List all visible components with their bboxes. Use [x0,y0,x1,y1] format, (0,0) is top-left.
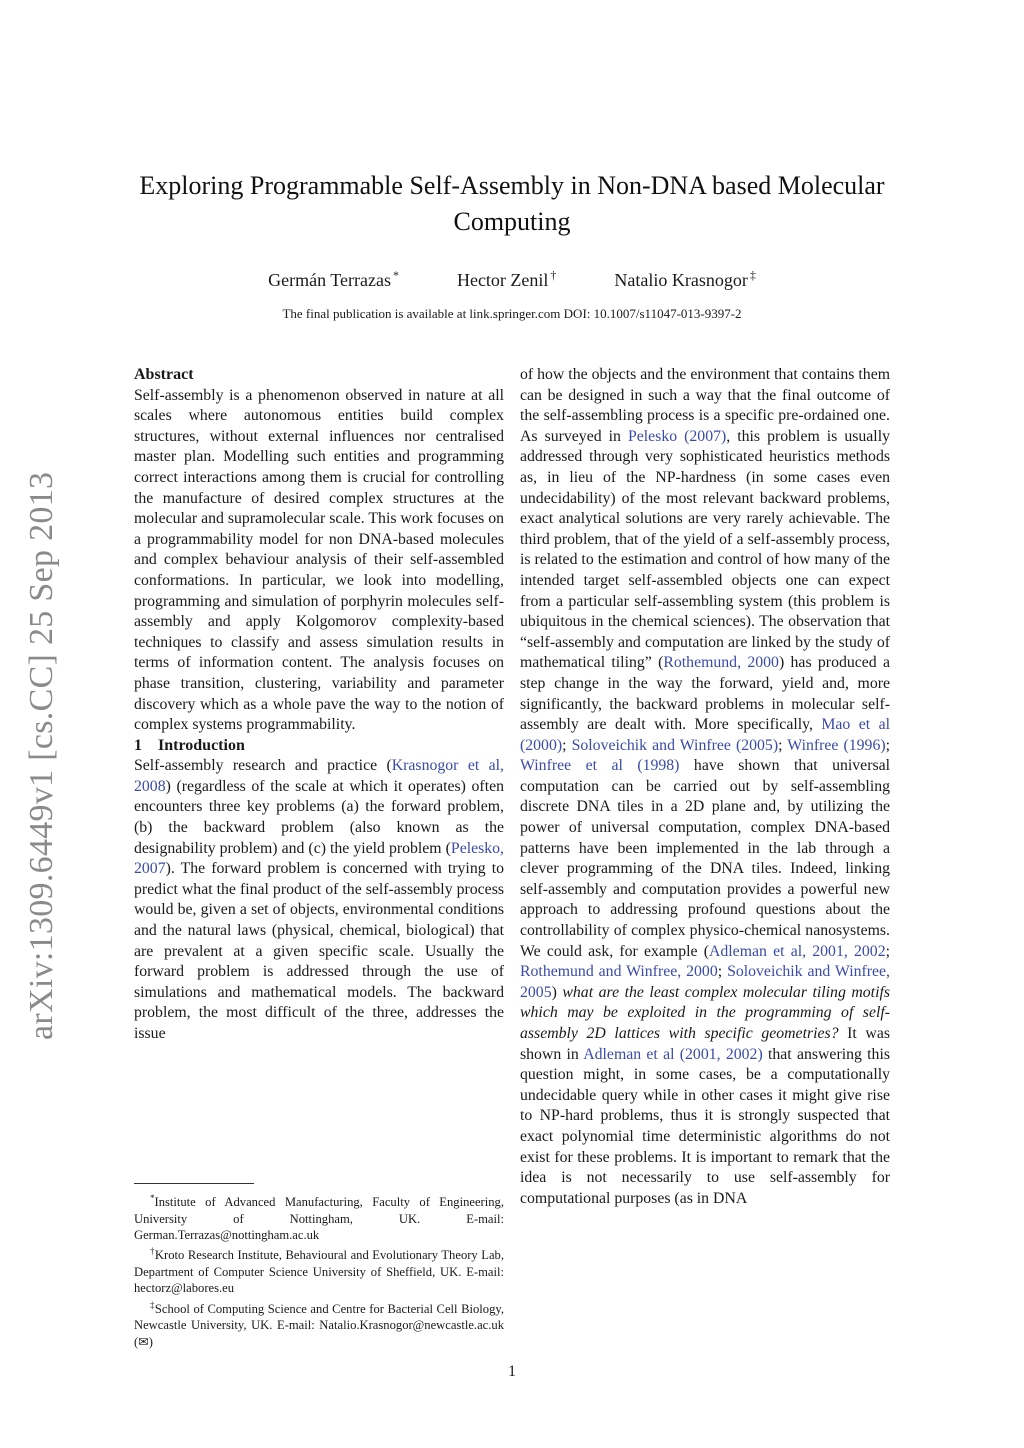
citation-link[interactable]: Soloveichik and Winfree (2005) [571,736,779,754]
author-list [130,263,894,292]
citation-link[interactable]: Rothemund and Winfree, 2000 [520,963,718,981]
author: Hector Zenil † [456,268,557,290]
author: Germán Terrazas * [268,268,399,290]
publication-note: The final publication is available at link.springer.com DOI: 10.1007/s11047-013-9397-2 [282,306,742,321]
footnote-divider [134,1183,254,1184]
left-column [134,365,504,1045]
footnote: *Institute of Advanced Manufacturing, Faculty of Engineering, University of Nottingham, UK. E-mail: German.Terrazas@nottingham.ac.uk [134,1193,504,1242]
page-number: 1 [508,1363,516,1380]
author: Natalio Krasnogor ‡ [614,268,756,290]
right-column [520,365,890,1209]
citation-link[interactable]: Adleman et al (2001, 2002) [583,1045,763,1063]
citation-link[interactable]: Adleman et al, 2001, 2002 [708,942,886,960]
footnote: †Kroto Research Institute, Behavioural and Evolutionary Theory Lab, Department of Computer Science University of Sheffield, UK. E-mail: hectorz@labores.eu [134,1246,505,1296]
citation-link[interactable]: Pelesko, 2007 [134,839,504,878]
citation-link[interactable]: Krasnogor et al, 2008 [134,757,504,795]
footnote: ‡School of Computing Science and Centre for Bacterial Cell Biology, Newcastle University, UK. E-mail: Natalio.Krasnogor@newcastle.ac.uk (✉) [134,1299,504,1349]
introduction-paragraph: Self-assembly research and practice (Krasnogor et al, 2008) (regardless of the scale at which it operates) often encounters three key problems (a) the forward problem, (b) the backward problem (also known as the designability problem) and (c) the yield problem (Pelesko, 2007). The forward problem is concerned with trying to predict what the final product of the self-assembly process would be, given a set of objects, environmental conditions and the natural laws (physical, chemical, biological) that are prevalent at a given specific scale. Usually the forward problem is addressed through the use of simulations and mathematical models. The backward problem, the most difficult of the three, addresses the issue [134,757,504,1042]
abstract-text: Self-assembly is a phenomenon observed in nature at all scales where autonomous entities build complex structures, without external influences nor centralised master plan. Modelling such entities and programming correct interactions among them is crucial for controlling the manufacture of desired complex structures at the molecular and supramolecular scale. This work focuses on a programmability model for non DNA-based molecules and complex behaviour analysis of their self-assembled conformations. In particular, we look into modelling, programming and simulation of porphyrin molecules self-assembly and apply Kolgomorov complexity-based techniques to classify and assess simulation results in terms of information content. The analysis focuses on phase transition, clustering, variability and parameter discovery which as a whole pave the way to the notion of complex systems programmability. [134,386,504,734]
citation-link[interactable]: Soloveichik and Winfree, 2005 [520,963,890,1001]
research-question: what are the least complex molecular tiling motifs which may be exploited in the programming of self-assembly 2D lattices with specific geometries? [520,983,890,1042]
footnotes [134,1183,504,1350]
citation-link[interactable]: Winfree (1996) [787,736,886,754]
section-heading-introduction: 1 Introduction [134,736,245,754]
body-paragraph: of how the objects and the environment that contains them can be designed in such a way that the final outcome of the self-assembling process is a specific pre-ordained one. As surveyed in Pelesko (2007), this problem is usually addressed through very sophisticated heuristics methods as, in lieu of the NP-hardness (in some cases even undecidability) of the most relevant backward problems, exact analytical solutions are very rarely achievable. The third problem, that of the yield of a self-assembly process, is related to the estimation and control of how many of the intended target self-assembled objects one can expect from a particular self-assembling system (this problem is ubiquitous in the chemical sciences). The observation that “self-assembly and computation are linked by the study of mathematical tiling” (Rothemund, 2000) has produced a step change in the way the forward, yield and, more significantly, the backward problems in molecular self-assembly are dealt with. More specifically, Mao et al (2000); Soloveichik and Winfree (2005); Winfree (1996); Winfree et al (1998) have shown that universal computation can be carried out by self-assembling discrete DNA tiles in a 2D plane and, by utilizing the power of universal computation, complex DNA-based patterns have been implemented in the lab through a clever programming of the DNA tiles. Indeed, linking self-assembly and computation provides a powerful new approach to addressing profound questions about the controllability of complex physico-chemical nanosystems. We could ask, for example (Adleman et al, 2001, 2002; Rothemund and Winfree, 2000; Soloveichik and Winfree, 2005) what are the least complex molecular tiling motifs which may be exploited in the programming of self-assembly 2D lattices with specific geometries? It was shown in Adleman et al (2001, 2002) that answering this question might, in some cases, be a computationally undecidable query while in other cases it might give rise to NP-hard problems, thus it is strongly suspected that exact polynomial time deterministic algorithms do not exist for these problems. It is important to remark that the idea is not necessarily to use self-assembly for computational purposes (as in DNA [520,366,891,1207]
paper-title: Exploring Programmable Self-Assembly in Non-DNA based Molecular Computing [139,171,885,236]
citation-link[interactable]: Pelesko (2007) [627,427,727,445]
arxiv-stamp: arXiv:1309.6449v1 [cs.CC] 25 Sep 2013 [23,471,60,1040]
citation-link[interactable]: Mao et al (2000) [520,716,891,754]
abstract-heading: Abstract [134,366,194,383]
citation-link[interactable]: Rothemund, 2000 [663,654,779,672]
citation-link[interactable]: Winfree et al (1998) [520,757,680,775]
